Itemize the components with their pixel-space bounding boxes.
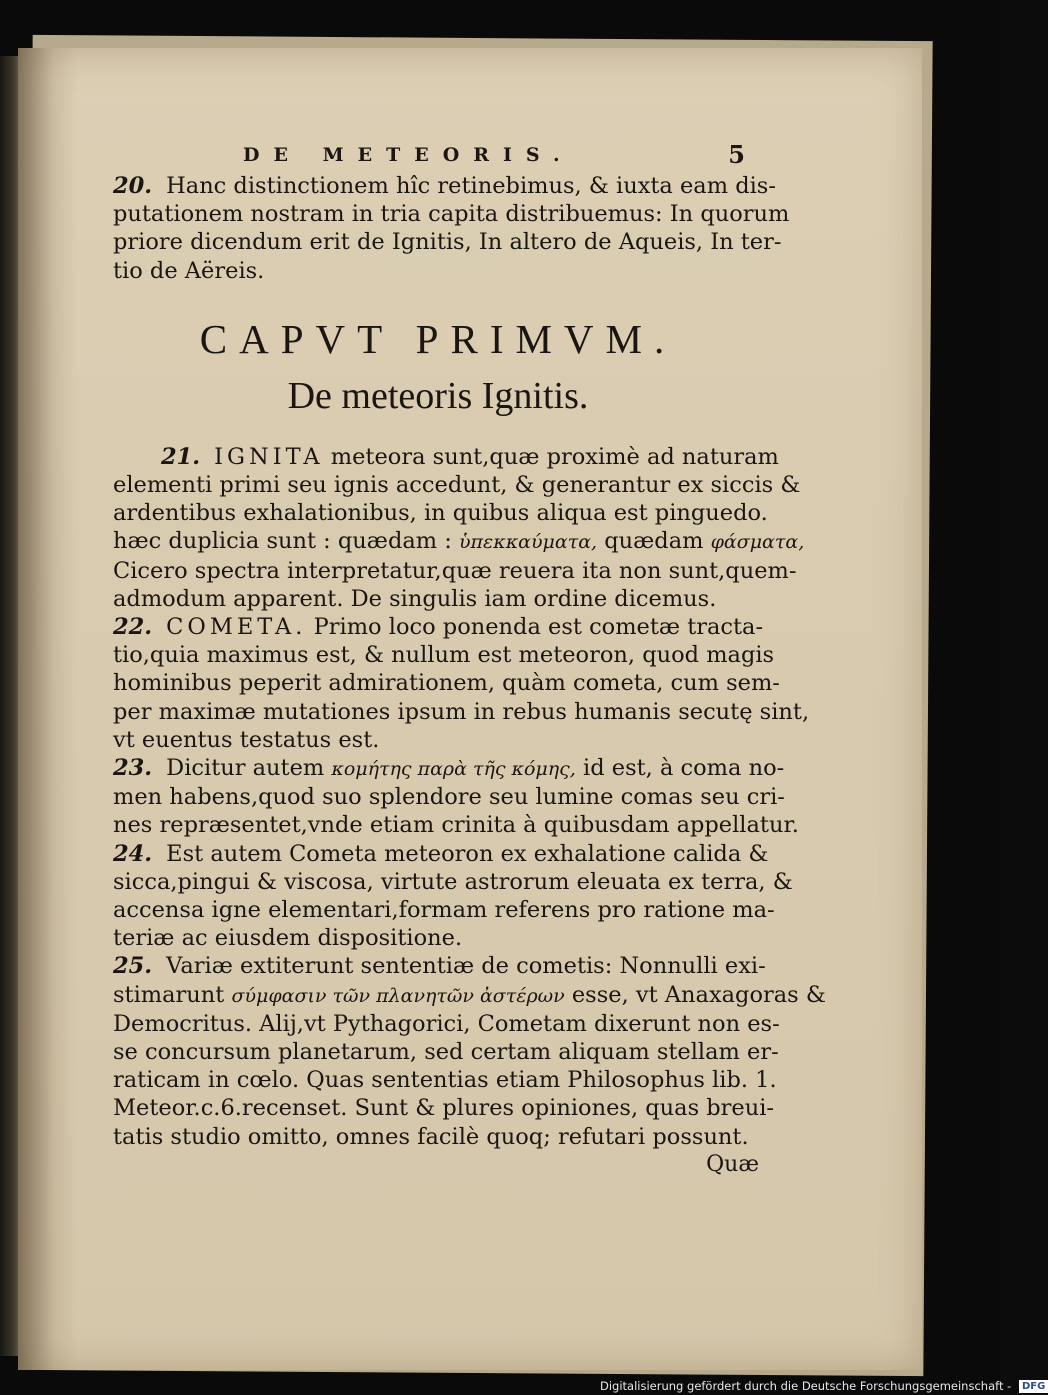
paragraph-number: 20. <box>113 173 153 199</box>
paragraph-25 <box>113 952 826 1150</box>
book-edge <box>0 56 18 1356</box>
text-line: putationem nostram in tria capita distribuemus: In quorum <box>113 201 790 228</box>
text-line: ardentibus exhalationibus, in quibus aliqua est pinguedo. <box>113 500 768 527</box>
paragraph-number: 21. <box>161 443 201 470</box>
line-text: id est, à coma no- <box>583 755 785 782</box>
text-line: teriæ ac eiusdem dispositione. <box>113 925 463 952</box>
lead-word: COMETA. <box>166 614 307 641</box>
text-line: raticam in cœlo. Quas sententias etiam Philosophus lib. 1. <box>113 1067 777 1094</box>
text-block <box>113 138 826 1179</box>
text-line <box>113 981 826 1010</box>
line-text: Dicitur autem <box>166 755 325 782</box>
dfg-logo-icon: DFG <box>1019 1380 1048 1393</box>
chapter-title: CAPVT PRIMVM. <box>199 315 677 362</box>
paragraph-24 <box>113 840 793 953</box>
text-line <box>113 443 779 471</box>
greek-text: σύμφασιν τῶν πλανητῶν ἀστέρων <box>231 984 565 1007</box>
line-text: quædam <box>604 528 704 555</box>
text-line: accensa igne elementari,formam referens pro ratione ma- <box>113 897 775 924</box>
lead-word: IGNITA <box>214 443 324 470</box>
credit-text: Digitalisierung gefördert durch die Deutsche Forschungsgemeinschaft <box>600 1379 1004 1393</box>
text-line: nes repræsentet,vnde etiam crinita à quibusdam appellatur. <box>113 812 799 839</box>
paragraph-22 <box>113 613 810 754</box>
line-text: hæc duplicia sunt : quædam : <box>113 528 452 555</box>
paragraph-number: 24. <box>113 840 153 867</box>
text-line <box>113 613 763 641</box>
line-text: Variæ extiterunt sententiæ de cometis: Nonnulli exi- <box>166 953 766 980</box>
text-line: admodum apparent. De singulis iam ordine dicemus. <box>113 585 717 612</box>
line-text: meteora sunt,quæ proximè ad naturam <box>330 443 779 470</box>
spine-shadow <box>18 48 78 1370</box>
line-text: esse, vt Anaxagoras & <box>571 981 826 1008</box>
paragraph-21 <box>113 443 805 613</box>
greek-text: φάσματα, <box>710 531 805 554</box>
catchword: Quæ <box>706 1151 759 1177</box>
chapter-subtitle: De meteoris Ignitis. <box>287 374 589 417</box>
line-text: Est autem Cometa meteoron ex exhalatione calida & <box>166 840 769 867</box>
text-line <box>113 754 785 783</box>
text-line: hominibus peperit admirationem, quàm cometa, cum sem- <box>113 670 780 697</box>
text-line: Cicero spectra interpretatur,quæ reuera ita non sunt,quem- <box>113 557 797 584</box>
paragraph-number: 25. <box>113 953 153 980</box>
text-line: Meteor.c.6.recenset. Sunt & plures opiniones, quas breui- <box>113 1095 775 1122</box>
text-line: sicca,pingui & viscosa, virtute astrorum eleuata ex terra, & <box>113 868 793 895</box>
text-line: se concursum planetarum, sed certam aliquam stellam er- <box>113 1039 779 1066</box>
text-line <box>113 952 766 980</box>
paragraph-23 <box>113 754 799 840</box>
greek-text: κομήτης παρὰ τῆς κόμης, <box>331 758 576 781</box>
line-text: Primo loco ponenda est cometæ tracta- <box>313 614 764 641</box>
running-title: DE METEORIS. <box>243 144 574 166</box>
paragraph-number: 22. <box>113 614 153 641</box>
line-text: stimarunt <box>113 981 225 1008</box>
text-line: priore dicendum erit de Ignitis, In altero de Aqueis, In ter- <box>113 229 782 256</box>
text-line: per maximæ mutationes ipsum in rebus humanis secutę sint, <box>113 698 810 725</box>
text-line <box>113 840 769 868</box>
paragraph-20 <box>113 172 790 285</box>
text-line: tio,quia maximus est, & nullum est meteoron, quod magis <box>113 642 775 669</box>
text-line <box>113 527 805 556</box>
page-number: 5 <box>728 140 745 169</box>
text-line: Democritus. Alij,vt Pythagorici, Cometam dixerunt non es- <box>113 1010 780 1037</box>
digitization-credit: Digitalisierung gefördert durch die Deutsche Forschungsgemeinschaft - DFG <box>600 1378 1000 1395</box>
paragraph-number: 23. <box>113 755 153 782</box>
text-line <box>113 172 776 200</box>
text-line: elementi primi seu ignis accedunt, & generantur ex siccis & <box>113 472 801 499</box>
text-line: tatis studio omitto, omnes facilè quoq; refutari possunt. <box>113 1123 749 1150</box>
greek-text: ὑπεκκαύματα, <box>459 531 598 554</box>
text-line: men habens,quod suo splendore seu lumine comas seu cri- <box>113 784 785 811</box>
running-head <box>113 138 763 172</box>
text-line: vt euentus testatus est. <box>113 726 380 753</box>
text-line: tio de Aëreis. <box>113 257 265 284</box>
book-page <box>18 48 922 1370</box>
line-text: Hanc distinctionem hîc retinebimus, & iuxta eam dis- <box>166 173 776 199</box>
